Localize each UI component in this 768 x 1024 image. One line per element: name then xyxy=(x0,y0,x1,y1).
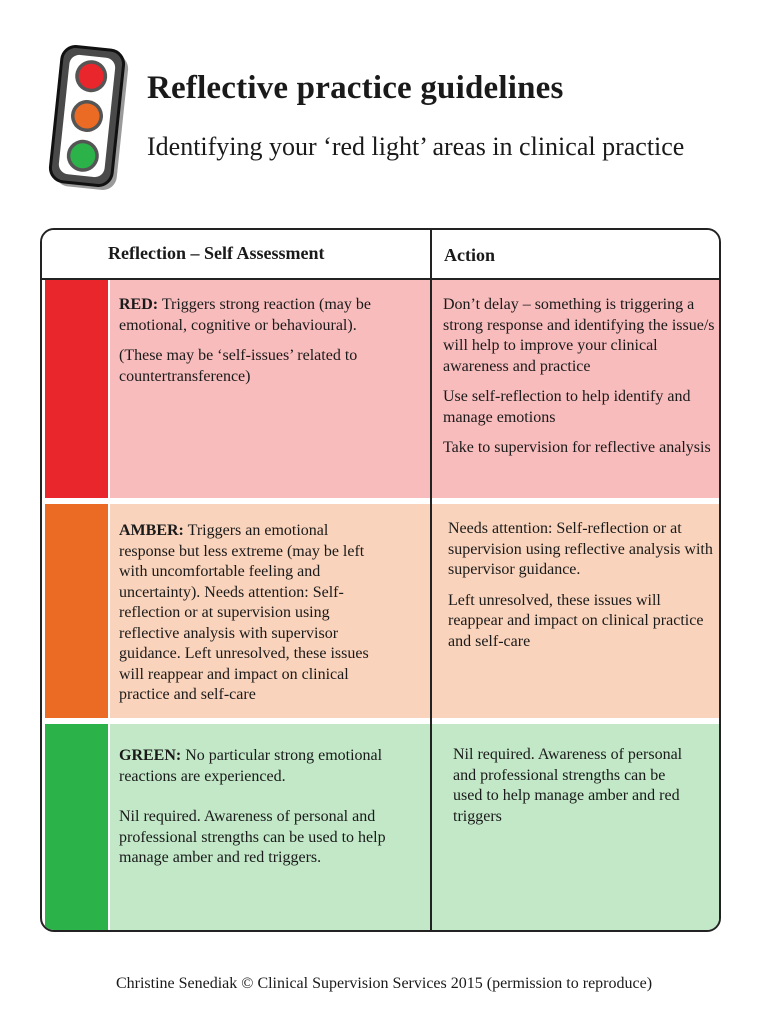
amber-action-item: Needs attention: Self-reflection or at supervision using reflective analysis with supervisor guidance. xyxy=(448,520,713,578)
guidelines-table xyxy=(40,228,721,932)
column-header-assessment: Reflection – Self Assessment xyxy=(108,243,325,263)
amber-level-label: AMBER: xyxy=(119,522,184,539)
red-action-item: Don’t delay – something is triggering a strong response and identifying the issue/s will help to improve your clinical awareness and practice xyxy=(443,296,715,375)
table-row-green xyxy=(42,724,719,930)
green-level-label: GREEN: xyxy=(119,747,182,764)
red-action-item: Take to supervision for reflective analysis xyxy=(443,439,711,456)
traffic-light-icon xyxy=(44,42,130,190)
table-header xyxy=(42,230,719,280)
green-assessment-cell xyxy=(110,724,430,930)
red-indicator-bar xyxy=(45,280,108,498)
amber-assessment-cell xyxy=(110,504,430,718)
table-row-amber xyxy=(42,504,719,718)
green-action-item: Nil required. Awareness of personal and professional strengths can be used to help manage amber and red triggers xyxy=(453,746,683,825)
amber-action-cell xyxy=(432,504,719,718)
amber-action-item: Left unresolved, these issues will reappear and impact on clinical practice and self-care xyxy=(448,591,704,650)
green-assessment-note: Nil required. Awareness of personal and professional strengths can be used to help manage amber and red triggers. xyxy=(119,808,386,866)
green-indicator-bar xyxy=(45,724,108,930)
page-subtitle: Identifying your ‘red light’ areas in clinical practice xyxy=(147,132,685,161)
red-assessment-note: (These may be ‘self-issues’ related to countertransference) xyxy=(119,347,358,385)
red-assessment-text: RED: Triggers strong reaction (may be emotional, cognitive or behavioural). xyxy=(119,296,371,334)
green-action-cell xyxy=(432,724,719,930)
page-title: Reflective practice guidelines xyxy=(147,70,564,106)
red-level-label: RED: xyxy=(119,296,159,313)
red-action-item: Use self-reflection to help identify and manage emotions xyxy=(443,388,691,426)
table-row-red xyxy=(42,280,719,498)
green-assessment-text: GREEN: No particular strong emotional reactions are experienced. xyxy=(119,747,383,785)
column-header-action: Action xyxy=(444,245,495,265)
column-divider xyxy=(430,230,432,930)
amber-indicator-bar xyxy=(45,504,108,718)
red-action-cell xyxy=(432,280,719,498)
amber-assessment-text: AMBER: Triggers an emotional response but less extreme (may be left with uncomfortable feeling and uncertainty). Needs attention: Self-reflection or at supervision using reflective analysis with supervisor guidance. Left unresolved, these issues will reappear and impact on clinical practice and self-care xyxy=(119,522,369,703)
red-assessment-cell xyxy=(110,280,430,498)
footer-credit: Christine Senediak © Clinical Supervision Services 2015 (permission to reproduce) xyxy=(115,975,653,992)
